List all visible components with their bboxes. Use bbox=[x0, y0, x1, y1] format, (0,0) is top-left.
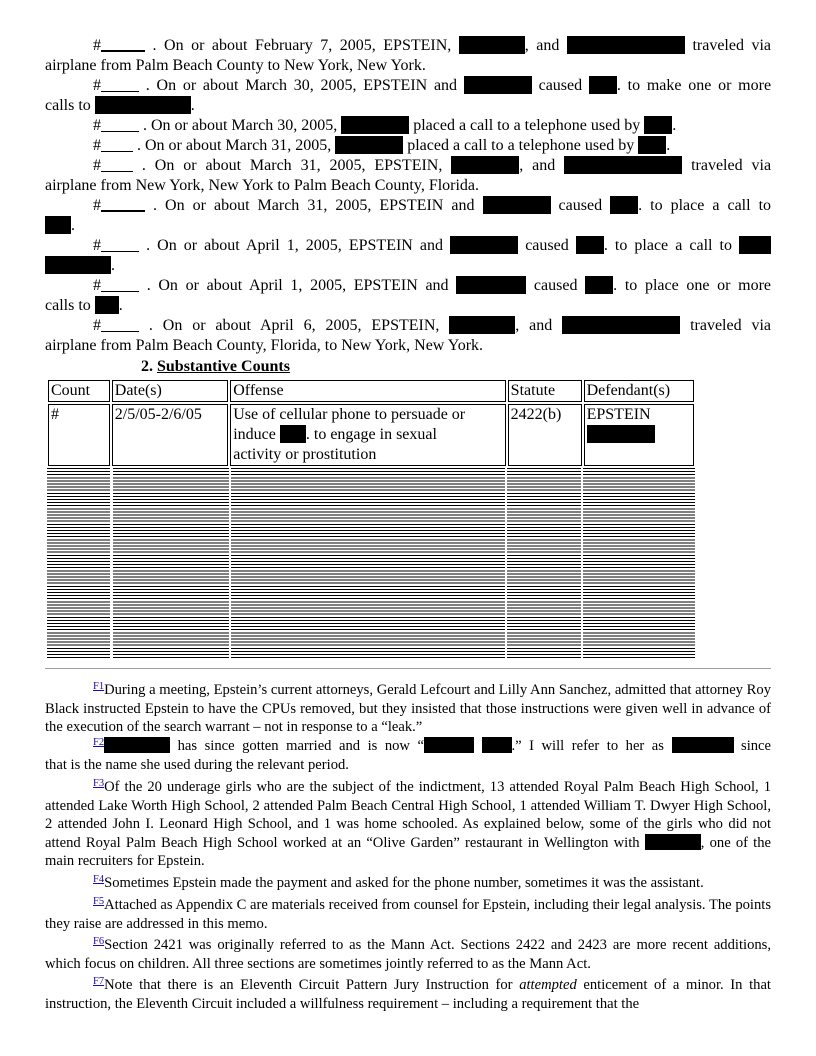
redaction bbox=[483, 196, 551, 214]
footnote-ref-link[interactable]: F3 bbox=[93, 778, 105, 789]
overt-act-7-line2: . bbox=[45, 256, 771, 276]
header-offense: Offense bbox=[230, 380, 505, 402]
blank-line bbox=[101, 77, 139, 92]
overt-act-2: # . On or about March 30, 2005, EPSTEIN and caused . to make one or more bbox=[93, 77, 772, 94]
cell-offense: Use of cellular phone to persuade or induce . to engage in sexual activity or prostitution bbox=[230, 404, 505, 466]
overt-act-6: # . On or about March 31, 2005, EPSTEIN and caused . to place a call to bbox=[93, 197, 772, 214]
footnote-6: $^{F6}$Section 2421 was originally referred to as the Mann Act. Sections 2422 and 2423 are more recent additions, which focus on children. All three sections are sometimes jointly referred to as the Mann Act. bbox=[45, 936, 771, 972]
redaction bbox=[610, 196, 638, 214]
overt-act-9: # . On or about April 6, 2005, EPSTEIN, , and traveled via bbox=[93, 317, 772, 334]
overt-act-6-line2: . bbox=[45, 216, 771, 236]
overt-act-5: # . On or about March 31, 2005, EPSTEIN, , and traveled via bbox=[93, 157, 772, 174]
footnote-separator bbox=[45, 668, 771, 669]
redaction bbox=[45, 256, 111, 274]
table-header-row bbox=[48, 380, 694, 402]
blank-line bbox=[101, 117, 139, 132]
footnote-ref-link[interactable]: F4 bbox=[93, 874, 105, 885]
footnote-3: $^{F3}$Of the 20 underage girls who are the subject of the indictment, 13 attended Royal Palm Beach High School, 1 attended Lake Worth High School, 2 attended Palm Beach Central High School, 1 attended William T. Dwyer High School, 2 attended John I. Leonard High School, and 1 was home schooled. As explained below, some of the girls who did not attend Royal Palm Beach High School worked at an “Olive Garden” restaurant in Wellington with , one of the main recruiters for Epstein. bbox=[45, 778, 772, 869]
footnote-ref-link[interactable]: F6 bbox=[93, 936, 105, 947]
redaction bbox=[589, 76, 617, 94]
header-defendants: Defendant(s) bbox=[584, 380, 694, 402]
redaction bbox=[45, 216, 71, 234]
overt-act-3: # . On or about March 30, 2005, placed a call to a telephone used by . bbox=[93, 117, 677, 134]
blank-line bbox=[101, 137, 133, 152]
overt-act-9-line2: airplane from Palm Beach County, Florida, to New York, New York. bbox=[45, 337, 484, 354]
footnote-ref-link[interactable]: F5 bbox=[93, 896, 105, 907]
overt-act-8-line2: calls to . bbox=[45, 297, 123, 314]
overt-act-8: # . On or about April 1, 2005, EPSTEIN and caused . to place one or more bbox=[93, 277, 772, 294]
collapsed-table-rows bbox=[47, 468, 110, 658]
header-dates: Date(s) bbox=[112, 380, 228, 402]
redaction bbox=[450, 236, 518, 254]
redaction bbox=[341, 116, 409, 134]
table-row bbox=[48, 404, 694, 466]
redaction bbox=[104, 737, 170, 753]
redaction bbox=[482, 737, 512, 753]
redaction bbox=[335, 136, 403, 154]
redaction bbox=[459, 36, 525, 54]
substantive-counts-table bbox=[46, 378, 696, 468]
footnote-ref-link[interactable]: F7 bbox=[93, 976, 105, 987]
cell-dates: 2/5/05-2/6/05 bbox=[112, 404, 228, 466]
redaction bbox=[456, 276, 526, 294]
footnote-ref-link[interactable]: F1 bbox=[93, 681, 105, 692]
redaction bbox=[585, 276, 613, 294]
cell-statute: 2422(b) bbox=[508, 404, 582, 466]
overt-act-1: # . On or about February 7, 2005, EPSTEIN, , and traveled via bbox=[93, 37, 772, 54]
footnote-2: $^{F2}$ has since gotten married and is now “ .” I will refer to her as since that is the name she used during the relevant period. bbox=[45, 737, 772, 773]
redaction bbox=[95, 296, 119, 314]
blank-line bbox=[101, 317, 139, 332]
collapsed-table-rows bbox=[507, 468, 581, 658]
blank-line bbox=[101, 157, 133, 172]
collapsed-table-rows bbox=[113, 468, 229, 658]
redaction bbox=[95, 96, 191, 114]
redaction bbox=[644, 116, 672, 134]
overt-act-1-line2: airplane from Palm Beach County to New York, New York. bbox=[45, 57, 426, 74]
header-statute: Statute bbox=[508, 380, 582, 402]
redaction bbox=[464, 76, 532, 94]
header-count: Count bbox=[48, 380, 110, 402]
overt-act-7: # . On or about April 1, 2005, EPSTEIN and caused . to place a call to bbox=[45, 236, 771, 256]
blank-line bbox=[101, 36, 145, 52]
footnote-7: $^{F7}$Note that there is an Eleventh Circuit Pattern Jury Instruction for attempted enticement of a minor. In that instruction, the Eleventh Circuit included a willfulness requirement – including a requirement that the bbox=[45, 976, 771, 1012]
redaction bbox=[451, 156, 519, 174]
collapsed-table-rows bbox=[583, 468, 695, 658]
section-title: Substantive Counts bbox=[157, 358, 290, 375]
collapsed-table-rows bbox=[231, 468, 505, 658]
redaction bbox=[576, 236, 604, 254]
cell-count: # bbox=[48, 404, 110, 466]
overt-act-5-line2: airplane from New York, New York to Palm Beach County, Florida. bbox=[45, 177, 480, 194]
footnote-ref-link[interactable]: F2 bbox=[93, 737, 105, 748]
redaction bbox=[424, 737, 474, 753]
redaction bbox=[280, 425, 306, 443]
cell-defendant: EPSTEIN bbox=[584, 404, 694, 466]
redaction bbox=[672, 737, 734, 753]
footnote-5: $^{F5}$Attached as Appendix C are materials received from counsel for Epstein, including their legal analysis. The points they raise are addressed in this memo. bbox=[45, 896, 771, 932]
overt-act-4: # . On or about March 31, 2005, placed a call to a telephone used by . bbox=[93, 137, 671, 154]
redaction bbox=[562, 316, 680, 334]
redaction bbox=[564, 156, 682, 174]
blank-line bbox=[101, 237, 139, 252]
blank-line bbox=[101, 277, 139, 292]
redaction bbox=[739, 236, 771, 254]
redaction bbox=[645, 834, 701, 850]
redaction bbox=[449, 316, 515, 334]
redaction bbox=[587, 425, 655, 443]
blank-line bbox=[101, 196, 145, 212]
overt-act-2-line2: calls to . bbox=[45, 97, 195, 114]
redaction bbox=[567, 36, 685, 54]
footnote-1: $^{F1}$During a meeting, Epstein’s current attorneys, Gerald Lefcourt and Lilly Ann Sanchez, admitted that attorney Roy Black instructed Epstein to have the CPUs removed, but they insisted that those instructions were given well in advance of the execution of the search warrant – not in response to a “leak.” bbox=[45, 681, 771, 735]
section-heading: 2. Substantive Counts bbox=[141, 358, 290, 375]
footnote-4: $^{F4}$Sometimes Epstein made the payment and asked for the phone number, sometimes it was the assistant. bbox=[93, 874, 704, 891]
redaction bbox=[638, 136, 666, 154]
